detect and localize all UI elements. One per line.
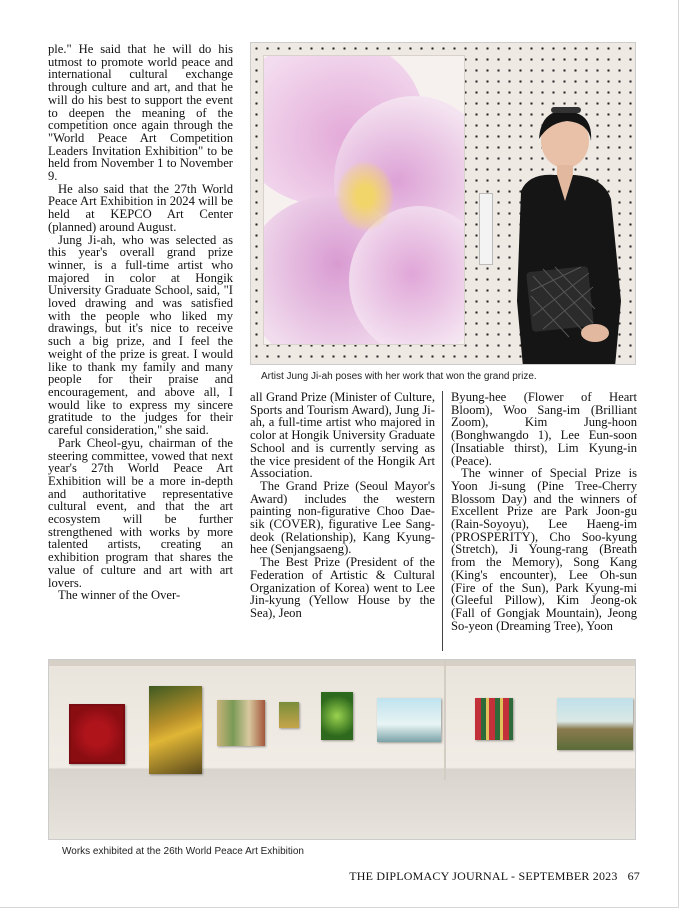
paragraph: The Grand Prize (Seoul Mayor's Award) includes the western painting non-figurative Choo Dae-sik (COVER), figurative Lee Sang-deok (Relationship), Kang Kyung-hee (Senjangsaeng). bbox=[250, 478, 435, 557]
article-column-3 bbox=[451, 391, 637, 632]
artwork-stripes bbox=[475, 698, 513, 740]
column-divider bbox=[442, 391, 443, 651]
exhibition-gallery-photo bbox=[48, 659, 636, 840]
artwork-landscape bbox=[557, 698, 633, 750]
artist-photo bbox=[250, 42, 636, 365]
paragraph: Jung Ji-ah, who was selected as this year's overall grand prize winner, is a full-time artist who majored in color at Hongik University Graduate School, said, "I loved drawing and was satisfied with the people who liked my drawings, but it's nice to receive such a big prize, and I feel the weight of the prize is great. I would like to thank my family and many people for their praise and encouragement, and above all, I would like to express my sincere gratitude to the judges for their careful consideration," she said. bbox=[48, 232, 233, 438]
paragraph: Park Cheol-gyu, chairman of the steering committee, vowed that next year's 27th World Peace Art Exhibition will be a more in-depth and authoritative representative cultural event, and that the art ecosystem will be further strengthened with works by more talented artists, creating an exhibition program that shares the value of culture and art with art lovers. bbox=[48, 435, 233, 590]
article-column-1 bbox=[48, 43, 233, 602]
paragraph: The Best Prize (President of the Federation of Artistic & Cultural Organization of Korea) went to Lee Jin-kyung (Yellow House by the Sea), Jeon bbox=[250, 555, 435, 620]
artwork-small bbox=[279, 702, 299, 728]
paragraph: all Grand Prize (Minister of Culture, Sports and Tourism Award), Jung Ji-ah, a full-time artist who majored in color at Hongik University Graduate School and is currently serving as the vice president of the Hongik Art Association. bbox=[250, 390, 435, 481]
artwork-sunflowers bbox=[149, 686, 202, 774]
photo-caption: Artist Jung Ji-ah poses with her work that won the grand prize. bbox=[261, 371, 537, 382]
artwork-green bbox=[321, 692, 353, 740]
flower-center bbox=[336, 161, 394, 231]
ceiling bbox=[49, 660, 636, 666]
paragraph: ple." He said that he will do his utmost to promote world peace and international cultural exchange through culture and art, and that he will do his best to support the event to deepen the meaning of the competition once again through the "World Peace Art Competition Leaders Invitation Exhibition" to be held from November 1 to November 9. bbox=[48, 42, 233, 184]
artist-figure bbox=[503, 101, 633, 365]
photo-caption: Works exhibited at the 26th World Peace Art Exhibition bbox=[62, 846, 304, 857]
grand-prize-painting bbox=[263, 55, 465, 345]
article-column-2 bbox=[250, 391, 435, 620]
page-number: 67 bbox=[627, 869, 640, 883]
artwork-red bbox=[69, 704, 125, 764]
artwork-seascape bbox=[377, 698, 441, 742]
artwork-figures bbox=[217, 700, 265, 746]
paragraph: The winner of the Over- bbox=[58, 588, 181, 603]
page-footer bbox=[349, 869, 640, 884]
publication-name: THE DIPLOMACY JOURNAL - SEPTEMBER 2023 bbox=[349, 869, 618, 883]
paragraph: He also said that the 27th World Peace Art Exhibition in 2024 will be held at KEPCO Art Center (planned) around August. bbox=[48, 181, 233, 234]
paragraph: The winner of Special Prize is Yoon Ji-sung (Pine Tree-Cherry Blossom Day) and the winners of Excellent Prize are Park Joon-gu (Rain-Soyoyu), Lee Haeng-im (PROSPERITY), Cho Soo-kyung (Stretch), Ji Young-rang (Breath from the Memory), Song Kang (King's encounter), Lee Oh-sun (Fire of the Sun), Park Kyung-mi (Gleeful Pillow), Kim Jeong-ok (Fall of Gongjak Mountain), Jeong So-yeon (Dreaming Tree), Yoon bbox=[451, 466, 637, 633]
wall-corner bbox=[444, 660, 446, 780]
artwork-label bbox=[479, 193, 493, 265]
paragraph: Byung-hee (Flower of Heart Bloom), Woo Sang-im (Brilliant Zoom), Kim Jung-hoon (Bonghwangdo 1), Lee Eun-soon (Insatiable thirst), Lim Kyung-in (Peace). bbox=[451, 390, 637, 468]
